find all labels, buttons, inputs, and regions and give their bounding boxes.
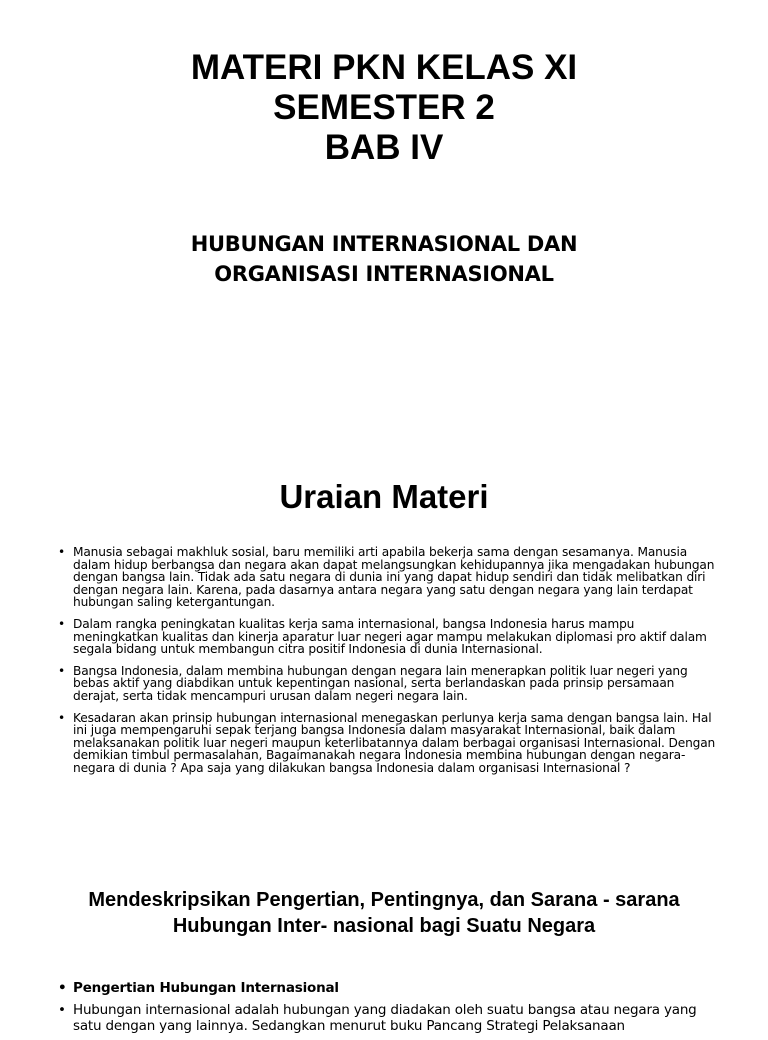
list-item-text: Kesadaran akan prinsip hubungan internasional menegaskan perlunya kerja sama dengan bangsa lain. Hal ini juga mempengaruhi sepak terjang bangsa Indonesia dalam masyarakat Internasional, baik dalam melaksanakan politik luar negeri maupun keterlibatannya dalam berbagai organisasi Internasional. Dengan demikian timbul permasalahan, Bagaimanakah negara Indonesia membina hubungan dengan negara-negara di dunia ? Apa saja yang dilakukan bangsa Indonesia dalam organisasi Internasional ? (73, 710, 716, 775)
list-item-text: Bangsa Indonesia, dalam membina hubungan dengan negara lain menerapkan politik luar negeri yang bebas aktif yang diabdikan untuk kepentingan nasional, serta berlandaskan pada prinsip persamaan derajat, serta tidak mencampuri urusan dalam negeri negara lain. (73, 663, 688, 703)
list-item (58, 546, 718, 609)
subtitle-line-2: ORGANISASI INTERNASIONAL (214, 262, 554, 286)
bullet-icon: • (58, 663, 66, 678)
title-line-3: BAB IV (324, 128, 444, 167)
document-title (0, 48, 768, 168)
list-item-text: Manusia sebagai makhluk sosial, baru memiliki arti apabila bekerja sama dengan sesamanya. Manusia dalam hidup berbangsa dan negara akan dapat melangsungkan kehidupannya jika mengadakan hubungan dengan bangsa lain. Tidak ada satu negara di dunia ini yang dapat hidup sendiri dan tidak melibatkan diri dengan negara lain. Karena, pada dasarnya antara negara yang satu dengan negara yang lain terdapat hubungan saling ketergantungan. (73, 545, 715, 610)
section-heading-uraian: Uraian Materi (279, 478, 489, 515)
list-item-text: Pengertian Hubungan Internasional (73, 980, 339, 996)
list-item (58, 712, 718, 775)
title-line-2: SEMESTER 2 (273, 88, 495, 127)
bullet-icon: • (58, 616, 66, 631)
list-item (58, 980, 718, 996)
bullet-icon: • (58, 545, 66, 559)
pengertian-bullet-list (58, 980, 718, 1040)
list-item-text: Hubungan internasional adalah hubungan yang diadakan oleh suatu bangsa atau negara yang satu dengan yang lainnya. Sedangkan menurut buku Pancang Strategi Pelaksanaan (73, 1002, 697, 1034)
list-item (58, 665, 718, 703)
subtitle-line-1: HUBUNGAN INTERNASIONAL DAN (190, 232, 578, 256)
uraian-bullet-list (58, 546, 718, 784)
bullet-icon: • (58, 1002, 66, 1018)
document-subtitle (0, 229, 768, 289)
bullet-icon: • (58, 980, 67, 996)
section-heading-pengertian: Mendeskripsikan Pengertian, Pentingnya, dan Sarana - sarana Hubungan Inter- nasional bagi Suatu Negara (88, 889, 680, 937)
list-item (58, 1002, 718, 1034)
bullet-icon: • (58, 710, 66, 725)
list-item-text: Dalam rangka peningkatan kualitas kerja sama internasional, bangsa Indonesia harus mampu meningkatkan kualitas dan kinerja aparatur luar negeri agar mampu melakukan diplomasi pro aktif dalam segala bidang untuk membangun citra positif Indonesia di dunia Internasional. (73, 616, 707, 657)
title-line-1: MATERI PKN KELAS XI (190, 48, 578, 87)
list-item (58, 618, 718, 656)
